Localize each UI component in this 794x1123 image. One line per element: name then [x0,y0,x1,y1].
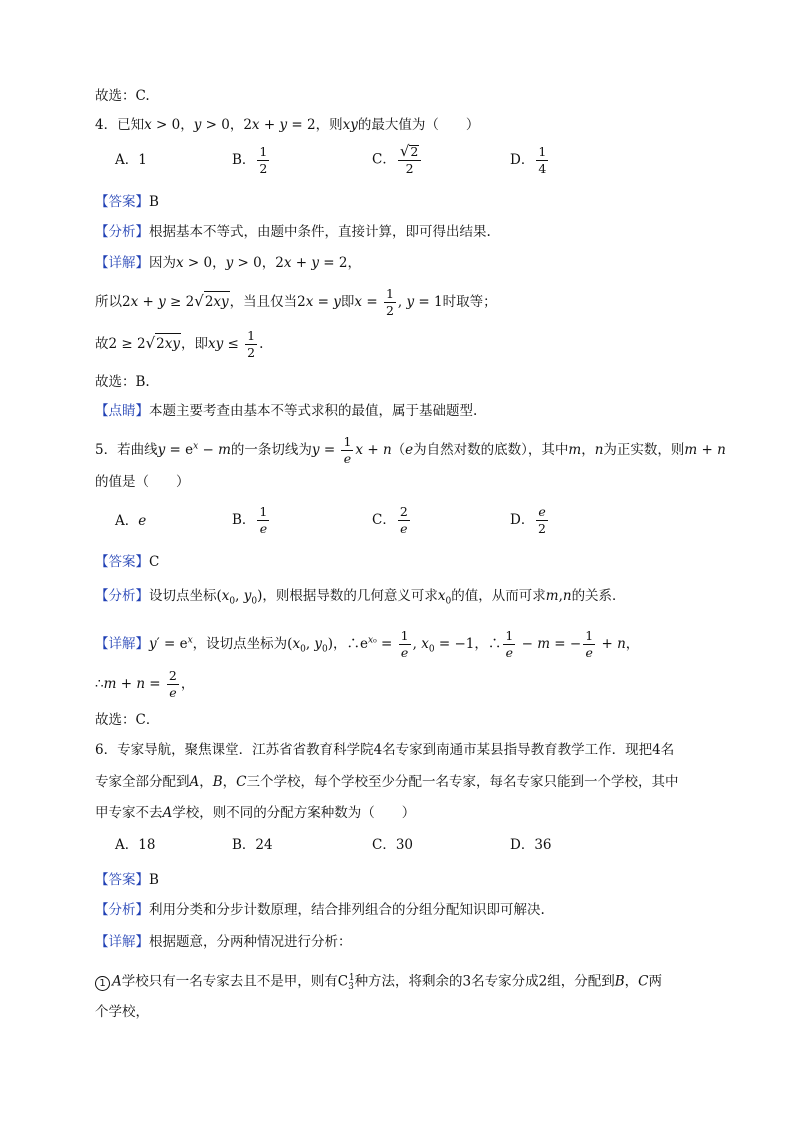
q5-analysis: 【分析】设切点坐标($x_0$, $y_0$)，则根据导数的几何意义可求$x_0$的值，从而可求m,n的关系． [95,588,626,607]
q5-stem-1: 5．若曲线$y = e^x - m$的一条切线为y = $\frac{1}{e}$ x + n（e为自然对数的底数），其中m，n为正实数，则m + n [95,434,726,466]
q4-detail-1: 【详解】因为x > 0，y > 0，2x + y = 2， [95,255,361,271]
q6-option-b: B．24 [232,837,273,853]
q5-option-a: A．e [115,513,147,529]
q6-stem-2: 专家全部分配到A，B，C三个学校，每个学校至少分配一名专家，每名专家只能到一个学校，其中 [95,774,679,790]
q5-option-d: D． $\frac{e}{2}$ [510,504,546,536]
q4-analysis: 【分析】根据基本不等式，由题中条件，直接计算，即可得出结果. [95,224,491,240]
q6-option-d: D．36 [510,837,552,853]
q5-stem-2: 的值是（ ） [95,474,190,490]
q6-option-c: C．30 [372,837,414,853]
q4-conclusion: 故选：B. [95,374,150,390]
q4-answer: 【答案】B [95,194,159,210]
q6-detail-1: 【详解】根据题意，分两种情况进行分析： [95,934,352,950]
q6-stem-3: 甲专家不去A学校，则不同的分配方案种数为（ ） [95,805,416,821]
q6-analysis: 【分析】利用分类和分步计数原理，结合排列组合的分组分配知识即可解决. [95,902,545,918]
q4-comment: 【点睛】本题主要考查由基本不等式求积的最值，属于基础题型. [95,403,478,419]
q5-answer: 【答案】C [95,554,160,570]
circled-one-icon: 1 [95,976,110,991]
q4-option-c: C． $\frac{√2}{2}$ [372,144,423,176]
q6-stem-1: 6．专家导航，聚焦课堂．江苏省省教育科学院4名专家到南通市某县指导教育教学工作．现把4名 [95,742,675,758]
q5-detail-1: 【详解】$y' = e^x$，设切点坐标为($x_0$, $y_0$)，$\therefore e^{x_0}$ = $\frac{1}{e}$ , $x_0 = -1$，∴ $\frac{1}{e}$ − m = − $\frac{1}{e}$ + n， [95,628,640,660]
q5-conclusion: 故选：C． [95,712,160,728]
q4-option-b: B． $\frac{1}{2}$ [232,144,268,176]
top-conclusion: 故选：C. [95,88,150,104]
q5-detail-2: ∴m + n = $\frac{2}{e}$ ， [95,668,195,700]
q6-case-1a: 1 A学校只有一名专家去且不是甲，则有$C_3^1$种方法，将剩余的3名专家分成2组，分配到B，C两 [95,968,662,997]
q4-detail-3: 故2 ≥ 2√2xy，即xy ≤ $\frac{1}{2}$ . [95,328,264,360]
q6-option-a: A．18 [115,837,156,853]
q6-answer: 【答案】B [95,872,159,888]
q5-option-c: C． $\frac{2}{e}$ [372,504,408,536]
q6-case-1b: 个学校， [95,1004,149,1020]
q4-stem: 4．已知x > 0，y > 0，2x + y = 2，则xy的最大值为（ ） [95,117,480,133]
q4-option-a: A．1 [115,152,147,168]
q5-option-b: B． $\frac{1}{e}$ [232,504,268,536]
q4-detail-2: 所以2x + y ≥ 2√2xy，当且仅当2x = y即x = $\frac{1}{2}$ , y = 1时取等； [95,286,497,318]
q4-option-d: D． $\frac{1}{4}$ [510,144,547,176]
